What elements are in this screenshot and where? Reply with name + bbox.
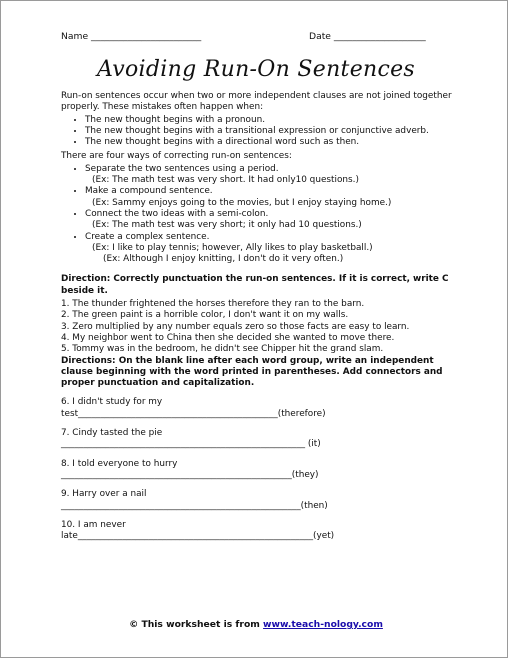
worksheet-title: Avoiding Run-On Sentences xyxy=(96,57,416,82)
name-field: Name ________________________ xyxy=(61,31,202,42)
way-item xyxy=(85,164,461,187)
direction-one: Direction: Correctly punctuation the run-on sentences. If it is correct, write C beside it. xyxy=(61,274,449,296)
exercise-prompt: 7. Cindy tasted the pie xyxy=(61,428,163,439)
run-on-sentence: 2. The green paint is a horrible color, I don't want it on my walls. xyxy=(61,310,349,321)
footer-credit xyxy=(1,619,510,630)
exercise-prompt: 9. Harry over a nail xyxy=(61,489,147,500)
exercise-item xyxy=(61,459,461,482)
footer-link[interactable]: www.teach-nology.com xyxy=(263,619,383,630)
run-on-sentence: 3. Zero multiplied by any number equals zero so those facts are easy to learn. xyxy=(61,321,410,332)
way-example: (Ex: The math test was very short; it only had 10 questions.) xyxy=(92,220,362,231)
worksheet-content xyxy=(61,91,461,542)
exercise-prompt: 10. I am never xyxy=(61,519,126,530)
way-label: • Make a compound sentence. xyxy=(85,186,213,197)
intro-text: Run-on sentences occur when two or more independent clauses are not joined together properly. These mistakes often happen when: xyxy=(61,91,452,113)
way-label: • Create a complex sentence. xyxy=(85,231,210,242)
exercise-answer-line: ____________________________________________________(they) xyxy=(61,469,319,480)
ways-list xyxy=(61,164,461,266)
way-example: (Ex: I like to play tennis; however, Ally likes to play basketball.) xyxy=(92,242,373,253)
exercise-answer-line: test_____________________________________________(therefore) xyxy=(61,408,326,419)
way-label: • Separate the two sentences using a period. xyxy=(85,163,279,174)
exercise-answer-line: _______________________________________________________ (it) xyxy=(61,439,321,450)
run-on-sentence: 4. My neighbor went to China then she decided she wanted to move there. xyxy=(61,332,395,343)
exercise-prompt: 6. I didn't study for my xyxy=(61,397,163,408)
intro-bullet: • The new thought begins with a pronoun. xyxy=(85,115,461,126)
exercise-item xyxy=(61,428,461,451)
way-item xyxy=(85,209,461,232)
way-item xyxy=(85,232,461,266)
way-example: (Ex: Sammy enjoys going to the movies, but I enjoy staying home.) xyxy=(92,197,392,208)
way-example: (Ex: The math test was very short. It had only10 questions.) xyxy=(92,175,359,186)
way-example: (Ex: Although I enjoy knitting, I don't do it very often.) xyxy=(103,254,344,265)
way-label: • Connect the two ideas with a semi-colon. xyxy=(85,208,269,219)
footer-prefix: © This worksheet is from xyxy=(129,619,264,630)
exercise-answer-line: late_____________________________________________________(yet) xyxy=(61,531,335,542)
exercise-item xyxy=(61,520,461,543)
intro-bullet: • The new thought begins with a transitional expression or conjunctive adverb. xyxy=(85,126,461,137)
way-item xyxy=(85,186,461,209)
intro-bullet: • The new thought begins with a directional word such as then. xyxy=(85,137,461,148)
direction-two: Directions: On the blank line after each word group, write an independent clause beginning with the word printed in parentheses. Add connectors and proper punctuation and capitalization. xyxy=(61,355,443,389)
ways-text: There are four ways of correcting run-on sentences: xyxy=(61,151,292,162)
exercise-item xyxy=(61,397,461,420)
exercise-answer-line: ______________________________________________________(then) xyxy=(61,500,328,511)
intro-bullet-list xyxy=(61,115,461,149)
run-on-sentence: 1. The thunder frightened the horses therefore they ran to the barn. xyxy=(61,299,365,310)
date-field: Date ____________________ xyxy=(309,31,426,42)
exercise-item xyxy=(61,489,461,512)
run-on-sentence: 5. Tommy was in the bedroom, he didn't see Chipper hit the grand slam. xyxy=(61,344,384,355)
run-on-sentence-list xyxy=(61,299,461,355)
exercise-prompt: 8. I told everyone to hurry xyxy=(61,458,178,469)
